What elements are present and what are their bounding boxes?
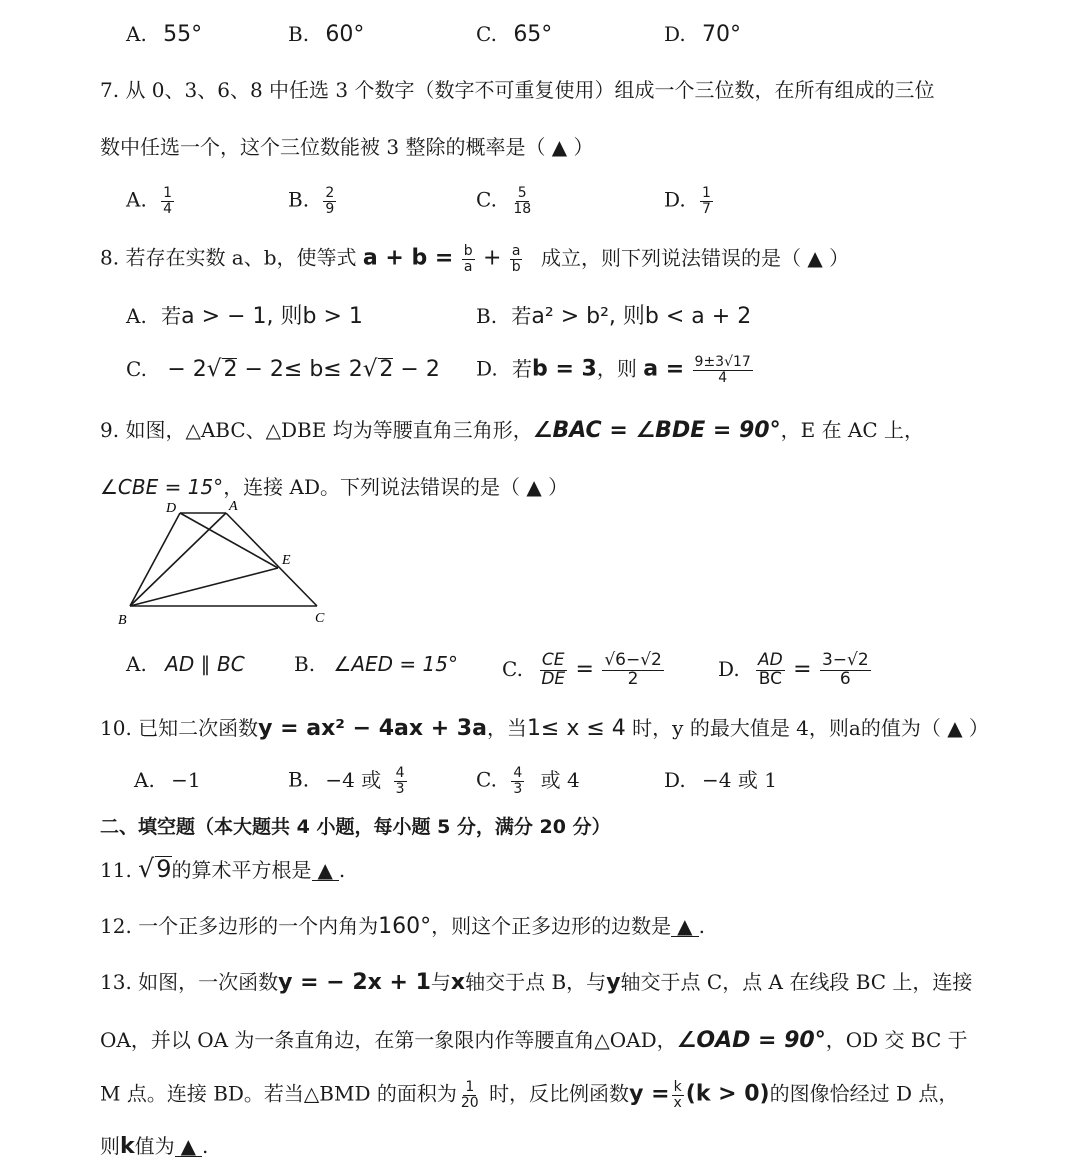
q9-figure bbox=[110, 498, 340, 630]
q13-l3-func: y = bbox=[629, 1081, 670, 1107]
q8-c-label: C. bbox=[126, 357, 147, 381]
q13-l3-post: 的图像恰经过 D 点， bbox=[769, 1081, 959, 1106]
q8-option-c bbox=[126, 358, 440, 381]
q13-l1-mid: 与 bbox=[430, 970, 451, 994]
q7-d-fraction bbox=[700, 186, 713, 216]
q9-a-value: AD ∥ BC bbox=[165, 652, 245, 676]
seg-DB bbox=[130, 513, 180, 606]
q9-d-num: AD bbox=[758, 650, 783, 670]
q10-d-value: −4 或 1 bbox=[702, 768, 777, 792]
q9-line-1 bbox=[100, 420, 924, 442]
seg-DE bbox=[180, 513, 278, 568]
q10-b-label: B. bbox=[288, 767, 310, 792]
q12-angle: 160° bbox=[378, 914, 432, 939]
q9-option-b bbox=[294, 654, 458, 674]
q10-func: y = ax² − 4ax + 3a bbox=[258, 716, 487, 741]
q12 bbox=[100, 916, 705, 938]
q9-l1-math: ∠BAC = ∠BDE = 90° bbox=[532, 418, 781, 443]
q8-f1-den: a bbox=[463, 258, 473, 275]
sqrt-icon: √ bbox=[206, 356, 222, 382]
q7-d-den: 7 bbox=[702, 200, 711, 217]
q6-c-value: 65° bbox=[513, 22, 553, 47]
q8-c-rad1: 2 bbox=[223, 357, 238, 382]
q6-option-a bbox=[126, 24, 202, 46]
q8-d-num: 9±3√17 bbox=[694, 354, 751, 370]
q8-pre: 8. 若存在实数 a、b，使等式 bbox=[100, 245, 357, 270]
q10-option-d bbox=[664, 770, 777, 790]
q8-frac-2 bbox=[510, 244, 523, 274]
q13-l4-pre: 则 bbox=[100, 1134, 120, 1158]
q9-d-lfrac bbox=[756, 652, 785, 689]
q6-b-label: B. bbox=[288, 22, 310, 46]
q9-d-eq: = bbox=[793, 656, 812, 682]
q8-option-a bbox=[126, 306, 363, 328]
q8-b-ruo: 若 bbox=[511, 304, 532, 328]
q7-c-num: 5 bbox=[517, 185, 527, 201]
q7-line-2: 数中任选一个，这个三位数能被 3 整除的概率是（ ▲ ） bbox=[100, 135, 594, 159]
seg-BE bbox=[130, 568, 278, 606]
q6-c-label: C. bbox=[476, 22, 497, 46]
q7-c-den: 18 bbox=[513, 200, 532, 217]
q11 bbox=[100, 856, 345, 881]
q8-c-pre: − 2 bbox=[167, 357, 207, 382]
q9-option-a bbox=[126, 654, 245, 674]
q8-f2-den: b bbox=[511, 258, 521, 275]
q8-a-label: A. bbox=[126, 304, 147, 328]
q6-d-value: 70° bbox=[702, 22, 742, 47]
q13-l2-post: ，OD 交 BC 于 bbox=[825, 1028, 968, 1052]
q10-b-fraction bbox=[394, 766, 407, 796]
q9-option-d bbox=[718, 652, 873, 689]
q9-c-label: C. bbox=[502, 656, 523, 681]
q13-l2-math: ∠OAD = 90° bbox=[676, 1028, 826, 1053]
fig-label-E: E bbox=[282, 553, 291, 568]
q8-stem bbox=[100, 244, 849, 274]
fig-label-C: C bbox=[315, 611, 325, 626]
q8-f1-num: b bbox=[463, 243, 473, 259]
q8-d-label: D. bbox=[476, 356, 498, 381]
q7-b-label: B. bbox=[288, 187, 310, 212]
q8-b-math: a² > b², 则b < a + 2 bbox=[531, 304, 752, 329]
q6-option-c bbox=[476, 24, 552, 46]
q12-post: ，则这个正多边形的边数是 bbox=[431, 914, 672, 938]
q9-c-den: DE bbox=[541, 668, 566, 689]
q10-c-den: 3 bbox=[513, 780, 523, 797]
q11-rad: 9 bbox=[156, 855, 172, 883]
q8-d-lhs: a = bbox=[643, 356, 685, 382]
q8-f2-num: a bbox=[511, 243, 521, 259]
q6-option-b bbox=[288, 24, 364, 46]
q8-c-rad2: 2 bbox=[379, 357, 394, 382]
q7-a-den: 4 bbox=[163, 200, 173, 217]
q10-mid: ，当 bbox=[486, 716, 527, 740]
q8-d-ze: ，则 bbox=[596, 356, 637, 381]
q9-l2-math: ∠CBE = 15° bbox=[100, 475, 224, 499]
q9-c-rden: 2 bbox=[627, 668, 639, 689]
q13-l1-y: y bbox=[606, 970, 621, 995]
q10-a-label: A. bbox=[134, 768, 155, 792]
q9-c-rnum: √6−√2 bbox=[604, 650, 662, 670]
q11-sqrt bbox=[138, 855, 171, 883]
q7-option-c bbox=[476, 186, 535, 216]
q6-a-label: A. bbox=[126, 22, 147, 46]
q10-c-num: 4 bbox=[513, 765, 523, 781]
q7-option-b bbox=[288, 186, 338, 216]
q9-l2-post: ，连接 AD。下列说法错误的是（ ▲ ） bbox=[223, 475, 569, 499]
q8-option-b bbox=[476, 306, 751, 328]
q7-c-fraction bbox=[511, 186, 533, 216]
q9-a-label: A. bbox=[126, 652, 147, 676]
q10-option-a bbox=[134, 770, 201, 790]
q13-l3-fden: x bbox=[673, 1094, 682, 1111]
q8-post: 成立，则下列说法错误的是（ ▲ ） bbox=[541, 245, 850, 270]
q8-c-math bbox=[167, 357, 440, 382]
q12-pre: 12. 一个正多边形的一个内角为 bbox=[100, 914, 379, 938]
q7-a-num: 1 bbox=[163, 185, 173, 201]
q8-plus: + bbox=[482, 245, 502, 271]
seg-AC bbox=[226, 513, 317, 606]
fig-label-D: D bbox=[166, 501, 177, 516]
q13-l4-k: k bbox=[120, 1134, 135, 1159]
q13-l1-x: x bbox=[450, 970, 466, 995]
q9-d-den: BC bbox=[758, 668, 783, 689]
q9-c-rfrac bbox=[602, 652, 664, 689]
q7-option-a bbox=[126, 186, 176, 216]
q8-eq-lhs: a + b = bbox=[362, 245, 454, 271]
q10-pre: 10. 已知二次函数 bbox=[100, 716, 259, 740]
q13-l1-pre: 13. 如图，一次函数 bbox=[100, 970, 279, 994]
q13-l1-func: y = − 2x + 1 bbox=[278, 970, 431, 995]
q10-option-c bbox=[476, 766, 580, 796]
q8-d-den: 4 bbox=[718, 369, 728, 386]
q13-l3-mid: 时，反比例函数 bbox=[489, 1081, 630, 1106]
q13-l3-ffrac bbox=[672, 1080, 684, 1110]
q10-c-label: C. bbox=[476, 767, 497, 792]
q13-l3-fraction bbox=[459, 1080, 481, 1110]
q12-answer-blank: ▲ bbox=[671, 916, 698, 937]
q8-d-cond: b = 3 bbox=[532, 356, 597, 382]
q10-b-value: −4 或 bbox=[325, 767, 382, 792]
q13-line-2 bbox=[100, 1030, 968, 1052]
q10-c-fraction bbox=[511, 766, 524, 796]
q13-l3-pre: M 点。连接 BD。若当△BMD 的面积为 bbox=[100, 1081, 457, 1106]
q10-b-den: 3 bbox=[395, 780, 405, 797]
q7-a-label: A. bbox=[126, 187, 147, 212]
q8-c-mid: − 2≤ b≤ 2 bbox=[237, 357, 363, 382]
q13-line-3 bbox=[100, 1080, 958, 1110]
q9-d-rfrac bbox=[820, 652, 871, 689]
q11-answer-blank: ▲ bbox=[312, 860, 339, 881]
q10-b-num: 4 bbox=[395, 765, 405, 781]
q8-b-label: B. bbox=[476, 304, 498, 328]
q9-l1-post: ，E 在 AC 上， bbox=[780, 418, 925, 442]
q13-l1-mid2: 轴交于点 B，与 bbox=[465, 970, 607, 994]
q13-l2-pre: OA，并以 OA 为一条直角边，在第一象限内作等腰直角△OAD， bbox=[100, 1028, 677, 1052]
q6-a-value: 55° bbox=[163, 22, 203, 47]
q9-d-rnum: 3−√2 bbox=[821, 650, 869, 670]
q9-d-rden: 6 bbox=[839, 668, 851, 689]
q8-option-d bbox=[476, 355, 755, 385]
q9-b-label: B. bbox=[294, 652, 316, 676]
q9-option-c bbox=[502, 652, 666, 689]
sqrt-icon: √ bbox=[362, 356, 378, 382]
q8-a-math: a > − 1, 则b > 1 bbox=[181, 304, 363, 329]
q13-l3-den: 20 bbox=[460, 1094, 479, 1111]
fig-label-B: B bbox=[118, 613, 127, 628]
q7-b-num: 2 bbox=[325, 185, 335, 201]
q13-l4-mid: 值为 bbox=[134, 1134, 175, 1158]
q7-d-num: 1 bbox=[702, 185, 711, 201]
q13-line-1 bbox=[100, 972, 972, 994]
q7-option-d bbox=[664, 186, 715, 216]
q10-a-value: −1 bbox=[171, 768, 201, 792]
q8-d-ruo: 若 bbox=[512, 356, 533, 381]
q11-pre: 11. bbox=[100, 858, 132, 882]
q12-end: . bbox=[698, 914, 705, 938]
q9-l1-pre: 9. 如图，△ABC、△DBE 均为等腰直角三角形， bbox=[100, 418, 533, 442]
q8-d-fraction bbox=[693, 355, 753, 385]
q7-d-label: D. bbox=[664, 187, 686, 212]
fig-label-A: A bbox=[229, 499, 238, 514]
q9-b-value: ∠AED = 15° bbox=[333, 652, 458, 676]
q9-c-lfrac bbox=[539, 652, 567, 689]
q10-stem bbox=[100, 718, 989, 740]
q13-line-4 bbox=[100, 1136, 208, 1158]
q10-range: 1≤ x ≤ 4 bbox=[526, 716, 626, 741]
q13-answer-blank: ▲ bbox=[175, 1136, 202, 1157]
q13-l3-cond: (k > 0) bbox=[685, 1081, 770, 1107]
q13-l1-post: 轴交于点 C，点 A 在线段 BC 上，连接 bbox=[620, 970, 973, 994]
q10-c-post: 或 4 bbox=[540, 767, 580, 792]
q7-b-fraction bbox=[323, 186, 336, 216]
q9-c-eq: = bbox=[575, 656, 594, 682]
q13-end: . bbox=[202, 1134, 209, 1158]
q11-post: 的算术平方根是 bbox=[171, 858, 312, 882]
q13-l3-fnum: k bbox=[673, 1079, 682, 1095]
q7-a-fraction bbox=[161, 186, 174, 216]
q13-l3-num: 1 bbox=[465, 1079, 475, 1095]
q9-d-label: D. bbox=[718, 656, 740, 681]
q7-c-label: C. bbox=[476, 187, 497, 212]
q6-d-label: D. bbox=[664, 22, 686, 46]
q6-option-d bbox=[664, 24, 741, 46]
q8-frac-1 bbox=[462, 244, 475, 274]
q9-c-num: CE bbox=[541, 650, 565, 670]
sqrt-icon: √ bbox=[138, 854, 155, 883]
q9-line-2 bbox=[100, 477, 568, 497]
q10-post: 时，y 的最大值是 4，则a的值为（ ▲ ） bbox=[632, 716, 989, 740]
q8-c-post: − 2 bbox=[393, 357, 440, 382]
q7-b-den: 9 bbox=[325, 200, 335, 217]
q10-option-b bbox=[288, 766, 409, 796]
q10-d-label: D. bbox=[664, 768, 686, 792]
q8-a-ruo: 若 bbox=[161, 304, 182, 328]
section-2-title: 二、填空题（本大题共 4 小题，每小题 5 分，满分 20 分） bbox=[100, 816, 611, 838]
seg-AB bbox=[130, 513, 226, 606]
q7-line-1: 7. 从 0、3、6、8 中任选 3 个数字（数字不可重复使用）组成一个三位数，在所有组成的三位 bbox=[100, 78, 935, 102]
q11-end: . bbox=[338, 858, 346, 882]
q6-b-value: 60° bbox=[325, 22, 365, 47]
